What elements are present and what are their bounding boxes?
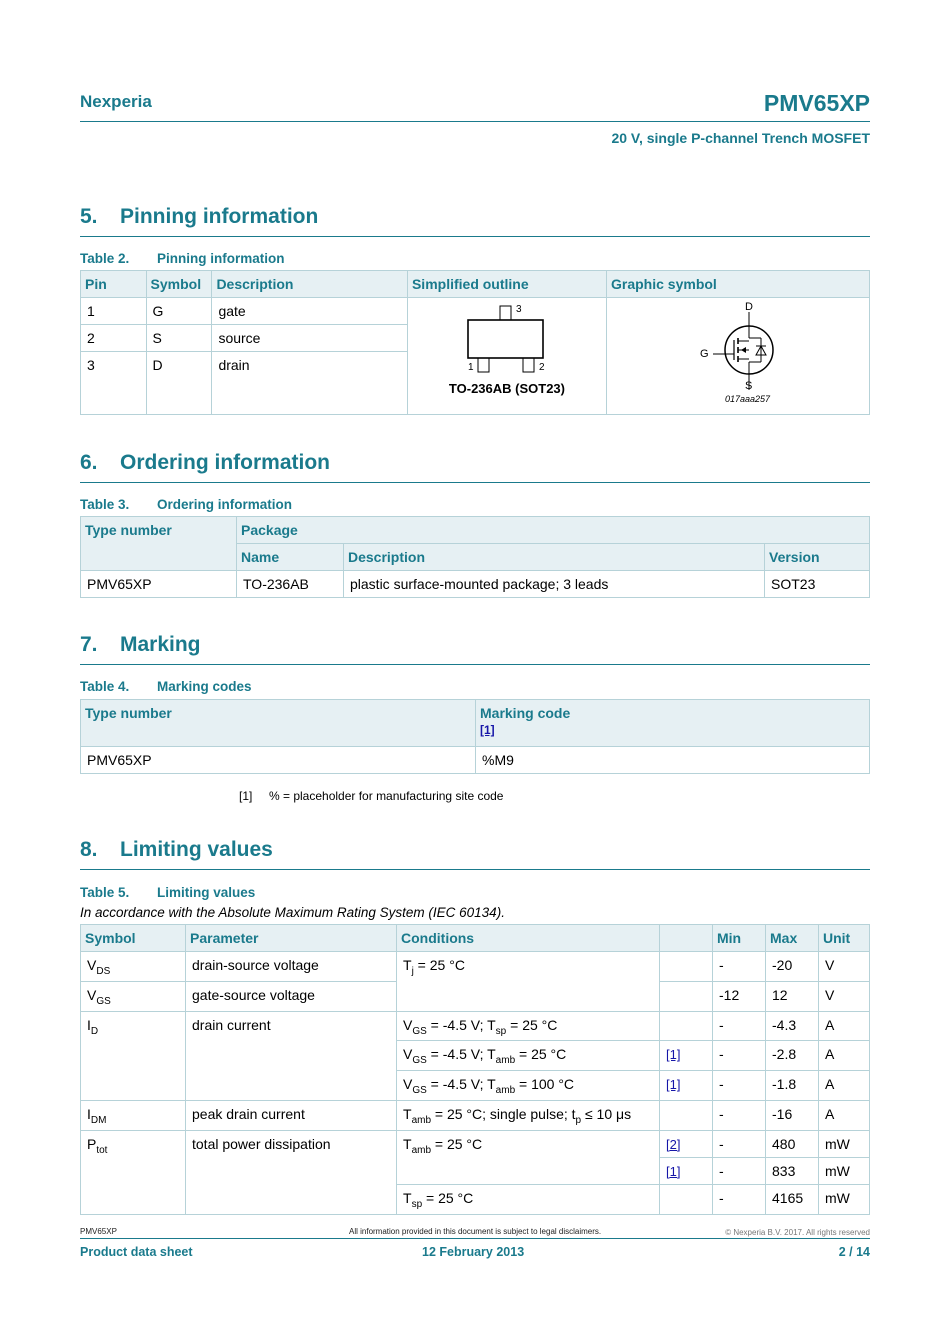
cond-text: = -4.5 V; T — [426, 1046, 496, 1063]
section-5-heading — [80, 205, 870, 237]
marking-table — [80, 699, 870, 774]
ref-cell — [660, 1071, 713, 1101]
max-cell: -2.8 — [766, 1041, 819, 1071]
ordering-table — [80, 516, 870, 598]
table-intro: In accordance with the Absolute Maximum Rating System (IEC 60134). — [80, 905, 505, 920]
max-cell: -1.8 — [766, 1071, 819, 1101]
cond-text: T — [403, 1135, 412, 1152]
cond-text: = 25 °C — [431, 1135, 483, 1152]
cond-text: V — [403, 1076, 413, 1093]
table-title: Ordering information — [157, 497, 292, 512]
type-number-cell: PMV65XP — [81, 571, 237, 598]
section-number: 8. — [80, 838, 98, 861]
product-title: PMV65XP — [763, 90, 870, 116]
pin-cell: 3 — [81, 352, 147, 415]
description-cell: source — [212, 325, 408, 352]
footnote-ref-link[interactable]: [1] — [666, 1077, 681, 1093]
symbol-sub: D — [90, 1025, 99, 1037]
outline-caption: TO-236AB (SOT23) — [448, 381, 565, 396]
symbol-main: V — [87, 957, 97, 973]
note-text: % = placeholder for manufacturing site code — [269, 789, 504, 803]
cond-text: T — [403, 1105, 412, 1122]
marking-code-header: Marking code — [480, 705, 571, 721]
symbol-main: V — [87, 986, 97, 1003]
symbol-cell — [81, 952, 186, 982]
cond-sub: amb — [411, 1144, 432, 1156]
col-header — [476, 700, 870, 747]
table-4-caption — [80, 679, 252, 694]
symbol-cell — [81, 1011, 186, 1100]
version-cell: SOT23 — [765, 571, 870, 598]
graphic-symbol-cell — [607, 298, 870, 415]
cond-sub: sp — [495, 1025, 507, 1037]
table-title: Marking codes — [157, 679, 252, 694]
type-number-cell: PMV65XP — [81, 747, 476, 774]
cond-text: V — [403, 1016, 413, 1033]
section-6-heading — [80, 451, 870, 483]
section-title: Limiting values — [120, 838, 273, 861]
conditions-cell — [397, 1184, 660, 1214]
table-row — [81, 952, 870, 982]
symbol-sub: DM — [90, 1114, 107, 1126]
footnote-ref-link[interactable]: [2] — [666, 1136, 681, 1152]
footnote-ref-link[interactable]: [1] — [480, 723, 495, 737]
col-header: Graphic symbol — [607, 271, 870, 298]
max-cell: 4165 — [766, 1184, 819, 1214]
table-5-caption — [80, 885, 255, 900]
unit-cell: V — [819, 981, 870, 1011]
ref-cell — [660, 1130, 713, 1157]
symbol-cell — [81, 1130, 186, 1214]
table-2-caption — [80, 251, 285, 266]
section-7-heading — [80, 633, 870, 665]
cond-text: = -4.5 V; T — [426, 1076, 496, 1093]
parameter-cell: peak drain current — [186, 1100, 397, 1130]
unit-cell: mW — [819, 1130, 870, 1157]
conditions-cell — [397, 952, 660, 1012]
symbol-cell: G — [146, 298, 212, 325]
symbol-cell — [81, 981, 186, 1011]
description-cell: gate — [212, 298, 408, 325]
max-cell: 12 — [766, 981, 819, 1011]
footer-doc-type: Product data sheet — [80, 1245, 193, 1259]
unit-cell: A — [819, 1041, 870, 1071]
unit-cell: mW — [819, 1157, 870, 1184]
footnote-ref-link[interactable]: [1] — [666, 1047, 681, 1063]
unit-cell: V — [819, 952, 870, 982]
cond-text: = 25 °C — [413, 957, 465, 973]
table-number: Table 2. — [80, 251, 130, 266]
footer-date: 12 February 2013 — [422, 1245, 525, 1259]
col-header: Pin — [81, 271, 147, 298]
col-header: Package — [237, 517, 870, 544]
cond-text: ≤ 10 μs — [581, 1105, 632, 1122]
table-row — [81, 1130, 870, 1157]
table-3-caption — [80, 497, 292, 512]
cond-text: T — [403, 1189, 412, 1206]
col-header: Min — [713, 925, 766, 952]
conditions-cell — [397, 1130, 660, 1184]
section-title: Marking — [120, 633, 201, 656]
max-cell: 480 — [766, 1130, 819, 1157]
table-row — [81, 747, 870, 774]
section-number: 6. — [80, 451, 98, 474]
footer-page-number: 2 / 14 — [838, 1245, 870, 1259]
cond-sub: sp — [411, 1198, 423, 1210]
section-title: Ordering information — [120, 451, 330, 474]
unit-cell: mW — [819, 1184, 870, 1214]
section-8-heading — [80, 838, 870, 870]
cond-sub: amb — [411, 1114, 432, 1126]
ref-cell — [660, 1011, 713, 1041]
ref-cell — [660, 952, 713, 982]
cond-sub: j — [411, 965, 414, 977]
parameter-cell: drain-source voltage — [186, 952, 397, 982]
max-cell: -4.3 — [766, 1011, 819, 1041]
description-cell: drain — [212, 352, 408, 415]
min-cell: -12 — [713, 981, 766, 1011]
col-header: Type number — [81, 517, 237, 571]
symbol-sub: GS — [96, 995, 111, 1007]
package-name-cell: TO-236AB — [237, 571, 344, 598]
table-row — [81, 1100, 870, 1130]
conditions-cell — [397, 1071, 660, 1101]
col-header: Type number — [81, 700, 476, 747]
min-cell: - — [713, 1071, 766, 1101]
drain-terminal-label: D — [745, 301, 753, 313]
brand-name: Nexperia — [80, 92, 152, 111]
cond-text: = 100 °C — [515, 1076, 575, 1093]
package-description-cell: plastic surface-mounted package; 3 leads — [344, 571, 765, 598]
min-cell: - — [713, 1184, 766, 1214]
ref-cell — [660, 981, 713, 1011]
table-row — [81, 1011, 870, 1041]
unit-cell: A — [819, 1100, 870, 1130]
col-header: Conditions — [397, 925, 660, 952]
symbol-cell: D — [146, 352, 212, 415]
cond-sub: GS — [412, 1025, 427, 1037]
section-number: 5. — [80, 205, 98, 228]
unit-cell: A — [819, 1071, 870, 1101]
cond-text: = 25 °C — [506, 1016, 558, 1033]
conditions-cell — [397, 1011, 660, 1041]
col-header: Description — [212, 271, 408, 298]
min-cell: - — [713, 952, 766, 982]
cond-sub: GS — [412, 1084, 427, 1096]
cond-text: T — [403, 957, 412, 973]
max-cell: -16 — [766, 1100, 819, 1130]
cond-text: V — [403, 1046, 413, 1063]
col-header: Unit — [819, 925, 870, 952]
source-terminal-label: S — [745, 380, 753, 392]
cond-sub: p — [575, 1114, 582, 1126]
col-header: Symbol — [146, 271, 212, 298]
col-header-blank — [660, 925, 713, 952]
cond-text: = 25 °C — [422, 1189, 474, 1206]
max-cell: -20 — [766, 952, 819, 982]
col-header: Symbol — [81, 925, 186, 952]
col-header: Description — [344, 544, 765, 571]
header-rule — [80, 121, 870, 122]
symbol-sub: DS — [96, 965, 111, 977]
marking-code-cell: %M9 — [476, 747, 870, 774]
section-number: 7. — [80, 633, 98, 656]
conditions-cell — [397, 1100, 660, 1130]
table-number: Table 3. — [80, 497, 130, 512]
cond-sub: amb — [495, 1084, 516, 1096]
outline-pin-1-label: 1 — [467, 362, 474, 373]
ref-cell — [660, 1184, 713, 1214]
parameter-cell: total power dissipation — [186, 1130, 397, 1214]
sot23-outline-drawing — [408, 298, 606, 414]
footer-disclaimer: All information provided in this document is subject to legal disclaimers. — [349, 1227, 602, 1236]
symbol-main: I — [87, 1016, 91, 1033]
col-header: Max — [766, 925, 819, 952]
footer-rule — [80, 1238, 870, 1239]
conditions-cell — [397, 1041, 660, 1071]
min-cell: - — [713, 1100, 766, 1130]
outline-pin-3-label: 3 — [515, 304, 522, 315]
outline-cell — [407, 298, 606, 415]
symbol-cell: S — [146, 325, 212, 352]
cond-text: = 25 °C; single pulse; t — [431, 1105, 576, 1122]
section-title: Pinning information — [120, 205, 319, 228]
table-note — [239, 789, 503, 803]
table-number: Table 4. — [80, 679, 130, 694]
table-title: Limiting values — [157, 885, 256, 900]
table-number: Table 5. — [80, 885, 130, 900]
col-header: Name — [237, 544, 344, 571]
table-row — [81, 571, 870, 598]
symbol-main: I — [87, 1105, 91, 1122]
col-header: Version — [765, 544, 870, 571]
ref-cell — [660, 1041, 713, 1071]
symbol-cell — [81, 1100, 186, 1130]
symbol-main: P — [87, 1135, 97, 1152]
ref-cell — [660, 1100, 713, 1130]
pin-cell: 1 — [81, 298, 147, 325]
max-cell: 833 — [766, 1157, 819, 1184]
cond-text: = 25 °C — [515, 1046, 567, 1063]
min-cell: - — [713, 1157, 766, 1184]
parameter-cell: gate-source voltage — [186, 981, 397, 1011]
min-cell: - — [713, 1011, 766, 1041]
outline-pin-2-label: 2 — [538, 362, 545, 373]
min-cell: - — [713, 1130, 766, 1157]
footer-copyright: © Nexperia B.V. 2017. All rights reserved — [725, 1228, 870, 1237]
cond-text: = -4.5 V; T — [426, 1016, 496, 1033]
table-title: Pinning information — [157, 251, 285, 266]
note-ref: [1] — [239, 789, 253, 803]
cond-sub: amb — [495, 1055, 516, 1067]
cond-sub: GS — [412, 1055, 427, 1067]
product-subtitle: 20 V, single P-channel Trench MOSFET — [611, 130, 870, 146]
footer-doc-id: PMV65XP — [80, 1227, 117, 1236]
col-header: Simplified outline — [407, 271, 606, 298]
footnote-ref-link[interactable]: [1] — [666, 1163, 681, 1179]
gate-terminal-label: G — [700, 348, 709, 360]
symbol-code: 017aaa257 — [725, 394, 771, 404]
symbol-sub: tot — [96, 1144, 108, 1156]
col-header: Parameter — [186, 925, 397, 952]
ref-cell — [660, 1157, 713, 1184]
limiting-values-table — [80, 924, 870, 1215]
min-cell: - — [713, 1041, 766, 1071]
unit-cell: A — [819, 1011, 870, 1041]
table-row — [81, 298, 870, 325]
parameter-cell: drain current — [186, 1011, 397, 1100]
pinning-table — [80, 270, 870, 415]
pin-cell: 2 — [81, 325, 147, 352]
